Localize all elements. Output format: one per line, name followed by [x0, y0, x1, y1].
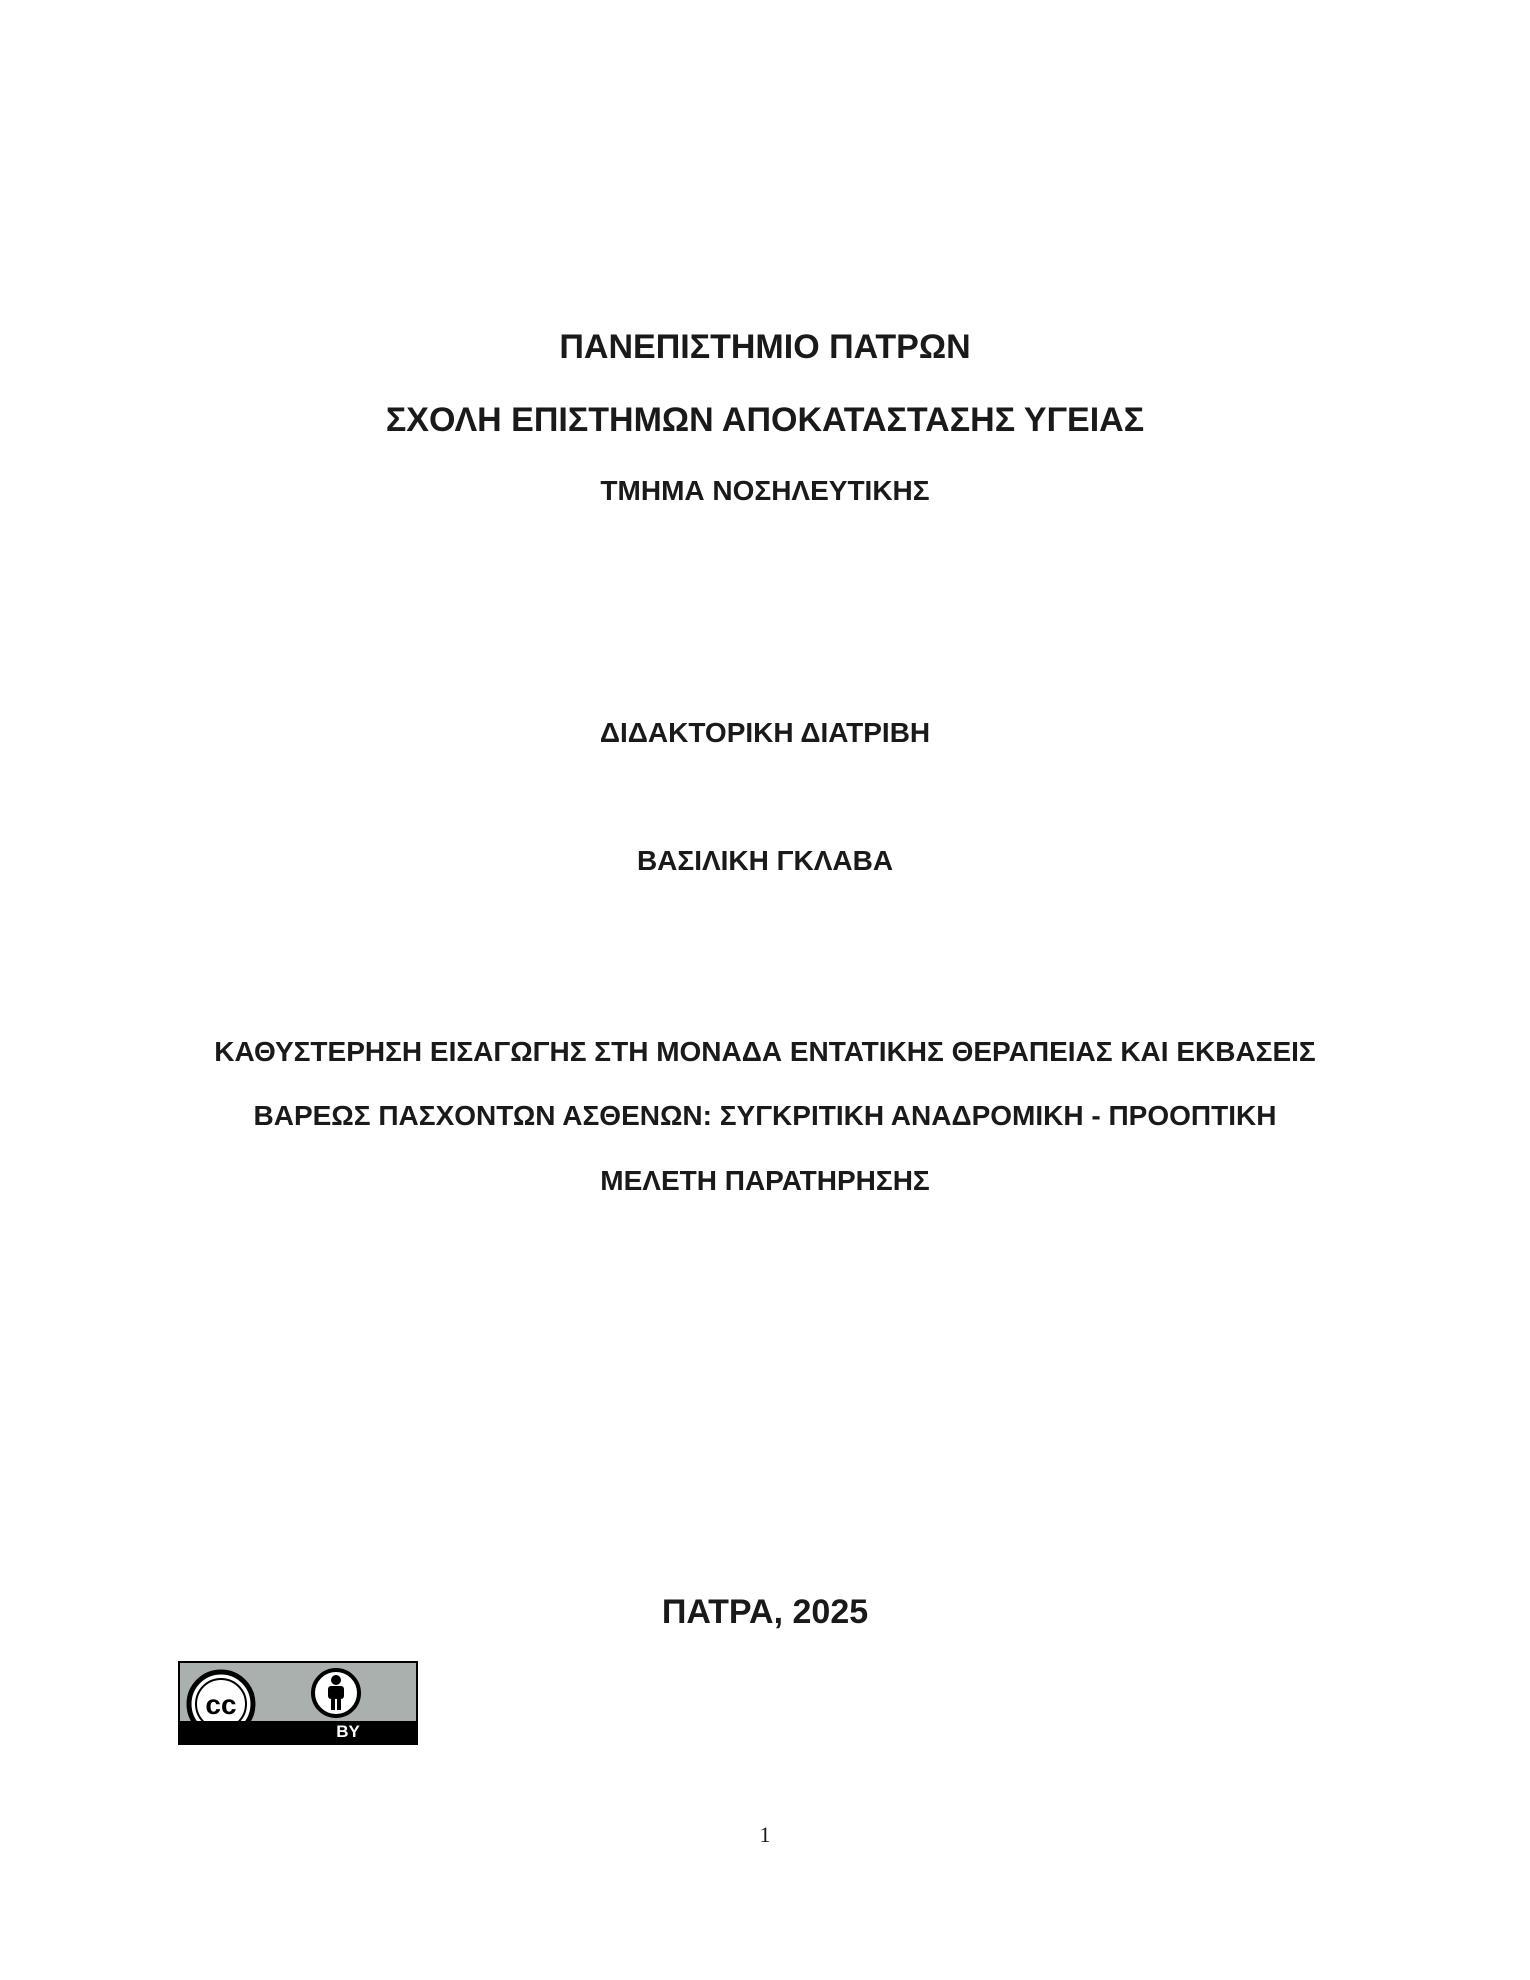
- university-name: ΠΑΝΕΠΙΣΤΗΜΙΟ ΠΑΤΡΩΝ: [559, 328, 971, 366]
- cc-logo-text: cc: [205, 1689, 237, 1720]
- by-label: BY: [336, 1722, 360, 1741]
- page-number: 1: [759, 1822, 771, 1847]
- thesis-title-line-3: ΜΕΛΕΤΗ ΠΑΡΑΤΗΡΗΣΗΣ: [600, 1165, 930, 1196]
- department-name: ΤΜΗΜΑ ΝΟΣΗΛΕΥΤΙΚΗΣ: [600, 475, 930, 506]
- place-year: ΠΑΤΡΑ, 2025: [661, 1593, 869, 1631]
- document-type: ΔΙΔΑΚΤΟΡΙΚΗ ΔΙΑΤΡΙΒΗ: [599, 717, 931, 748]
- thesis-title-line-1: ΚΑΘΥΣΤΕΡΗΣΗ ΕΙΣΑΓΩΓΗΣ ΣΤΗ ΜΟΝΑΔΑ ΕΝΤΑΤΙΚΗΣ ΘΕΡΑΠΕΙΑΣ ΚΑΙ ΕΚΒΑΣΕΙΣ: [214, 1036, 1316, 1067]
- school-name: ΣΧΟΛΗ ΕΠΙΣΤΗΜΩΝ ΑΠΟΚΑΤΑΣΤΑΣΗΣ ΥΓΕΙΑΣ: [385, 401, 1145, 439]
- cc-by-license-badge: [178, 1661, 418, 1745]
- attribution-person-icon: [310, 1667, 362, 1719]
- thesis-title-line-2: ΒΑΡΕΩΣ ΠΑΣΧΟΝΤΩΝ ΑΣΘΕΝΩΝ: ΣΥΓΚΡΙΤΙΚΗ ΑΝΑΔΡΟΜΙΚΗ - ΠΡΟΟΠΤΙΚΗ: [253, 1100, 1277, 1131]
- author-name: ΒΑΣΙΛΙΚΗ ΓΚΛΑΒΑ: [636, 845, 894, 876]
